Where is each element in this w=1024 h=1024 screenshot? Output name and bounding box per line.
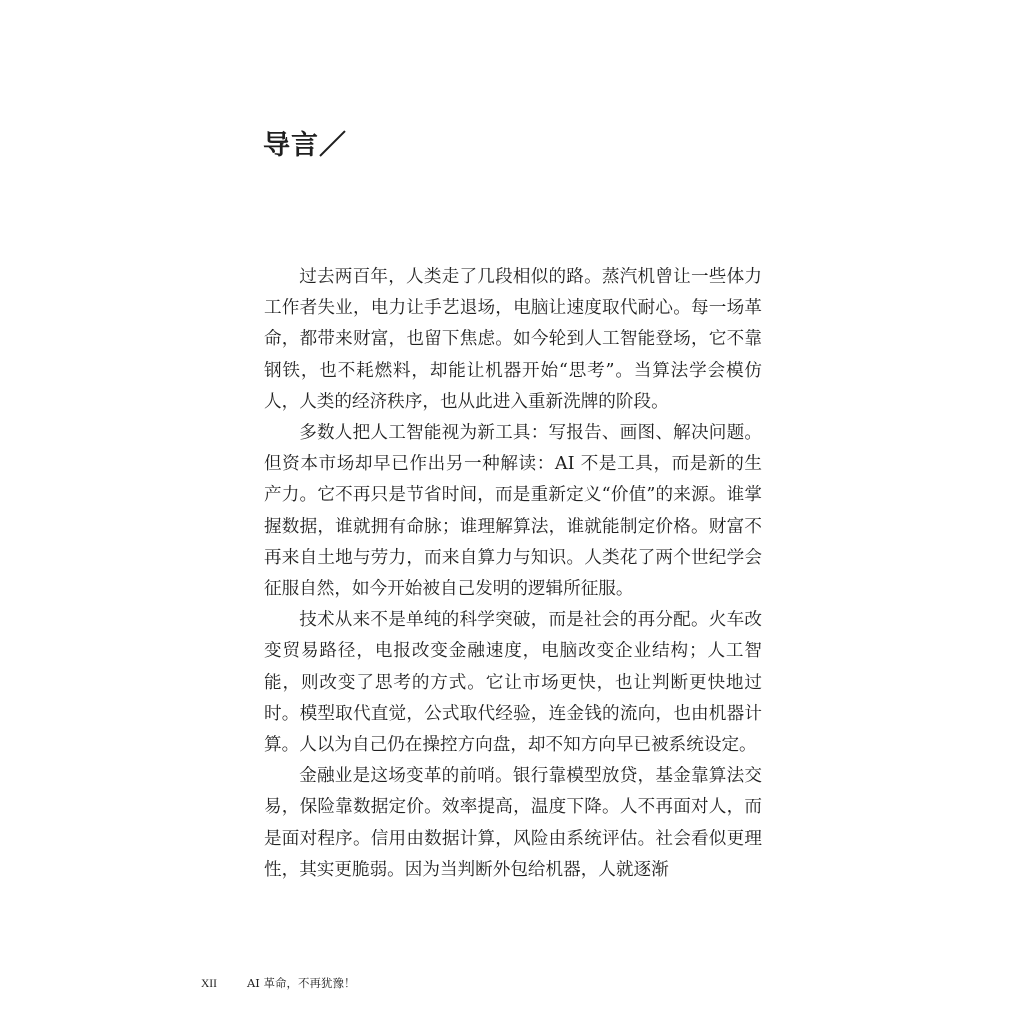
page-number: XII (201, 978, 217, 990)
running-book-title: AI 革命，不再犹豫！ (247, 976, 356, 990)
page-footer (201, 974, 356, 993)
paragraph-3: 技术从来不是单纯的科学突破，而是社会的再分配。火车改变贸易路径，电报改变金融速度，电脑改变企业结构；人工智能，则改变了思考的方式。它让市场更快，也让判断更快地过时。模型取代直觉，公式取代经验，连金钱的流向，也由机器计算。人以为自己仍在操控方向盘，却不知方向早已被系统设定。 (264, 610, 762, 756)
chapter-title: 导言／ (263, 130, 347, 161)
paragraph-4: 金融业是这场变革的前哨。银行靠模型放贷，基金靠算法交易，保险靠数据定价。效率提高，温度下降。人不再面对人，而是面对程序。信用由数据计算，风险由系统评估。社会看似更理性，其实更脆弱。因为当判断外包给机器，人就逐渐 (264, 766, 762, 880)
body-text (264, 262, 762, 886)
paragraph-2: 多数人把人工智能视为新工具：写报告、画图、解决问题。但资本市场却早已作出另一种解读：AI 不是工具，而是新的生产力。它不再只是节省时间，而是重新定义“价值”的来源。谁掌握数据，谁就拥有命脉；谁理解算法，谁就能制定价格。财富不再来自土地与劳力，而来自算力与知识。人类花了两个世纪学会征服自然，如今开始被自己发明的逻辑所征服。 (264, 423, 762, 600)
paragraph-1: 过去两百年，人类走了几段相似的路。蒸汽机曾让一些体力工作者失业，电力让手艺退场，电脑让速度取代耐心。每一场革命，都带来财富，也留下焦虑。如今轮到人工智能登场，它不靠钢铁，也不耗燃料，却能让机器开始“思考”。当算法学会模仿人，人类的经济秩序，也从此进入重新洗牌的阶段。 (264, 267, 762, 412)
